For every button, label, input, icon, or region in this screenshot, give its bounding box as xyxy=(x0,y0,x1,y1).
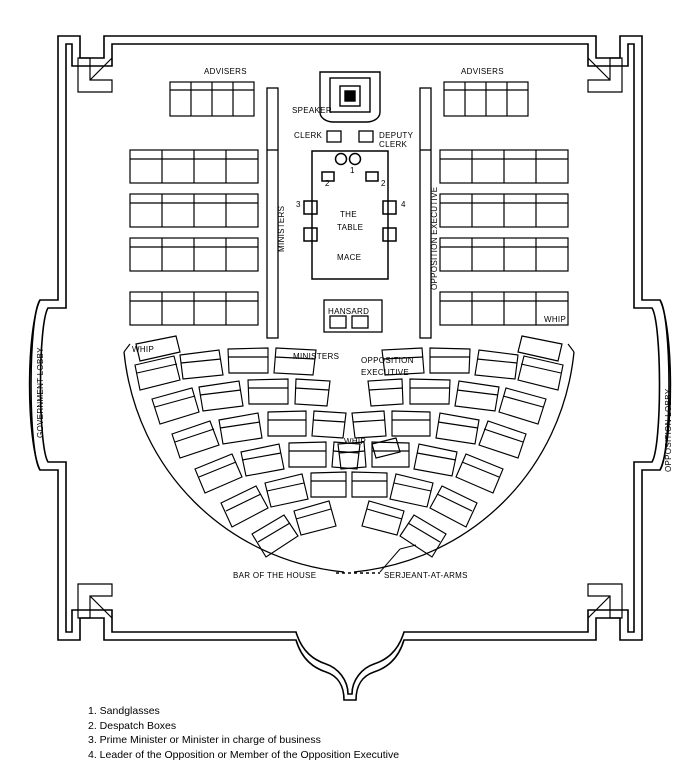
label-deputy-clerk-line1: DEPUTY xyxy=(379,131,414,140)
legend-item-1: 1. Sandglasses xyxy=(88,705,160,717)
label-government-lobby: GOVERNMENT LOBBY xyxy=(36,347,45,438)
legend-item-2: 2. Despatch Boxes xyxy=(88,719,177,732)
label-the-table-line2: TABLE xyxy=(337,223,364,232)
label-ministers-curved: MINISTERS xyxy=(293,352,340,361)
marker-1: 1 xyxy=(350,166,355,175)
label-whip-left: WHIP xyxy=(132,345,155,354)
marker-2-left: 2 xyxy=(325,179,330,188)
marker-4: 4 xyxy=(401,200,406,209)
label-bar-of-the-house: BAR OF THE HOUSE xyxy=(233,571,317,580)
label-whip-center: WHIP xyxy=(344,437,367,446)
legend-item-4: 4. Leader of the Opposition or Member of the Opposition Executive xyxy=(88,748,400,761)
label-deputy-clerk-line2: CLERK xyxy=(379,140,408,149)
label-ministers-vertical: MINISTERS xyxy=(277,205,286,252)
label-serjeant-at-arms: SERJEANT-AT-ARMS xyxy=(384,571,468,580)
marker-2-right: 2 xyxy=(381,179,386,188)
label-opposition-executive-curved-line1: OPPOSITION xyxy=(361,356,414,365)
label-opposition-lobby: OPPOSITION LOBBY xyxy=(664,388,673,472)
label-clerk: CLERK xyxy=(294,131,323,140)
label-advisers-left: ADVISERS xyxy=(204,67,247,76)
label-hansard: HANSARD xyxy=(328,307,370,316)
label-the-table-line1: THE xyxy=(340,210,357,219)
label-opposition-executive-curved-line2: EXECUTIVE xyxy=(361,368,410,377)
legend xyxy=(88,704,399,762)
label-opposition-executive-vertical: OPPOSITION EXECUTIVE xyxy=(430,186,439,290)
label-advisers-right: ADVISERS xyxy=(461,67,504,76)
marker-3: 3 xyxy=(296,200,301,209)
label-speaker: SPEAKER xyxy=(292,106,332,115)
legend-item-3: 3. Prime Minister or Minister in charge of business xyxy=(88,734,321,747)
label-whip-right: WHIP xyxy=(544,315,567,324)
label-mace: MACE xyxy=(337,253,362,262)
